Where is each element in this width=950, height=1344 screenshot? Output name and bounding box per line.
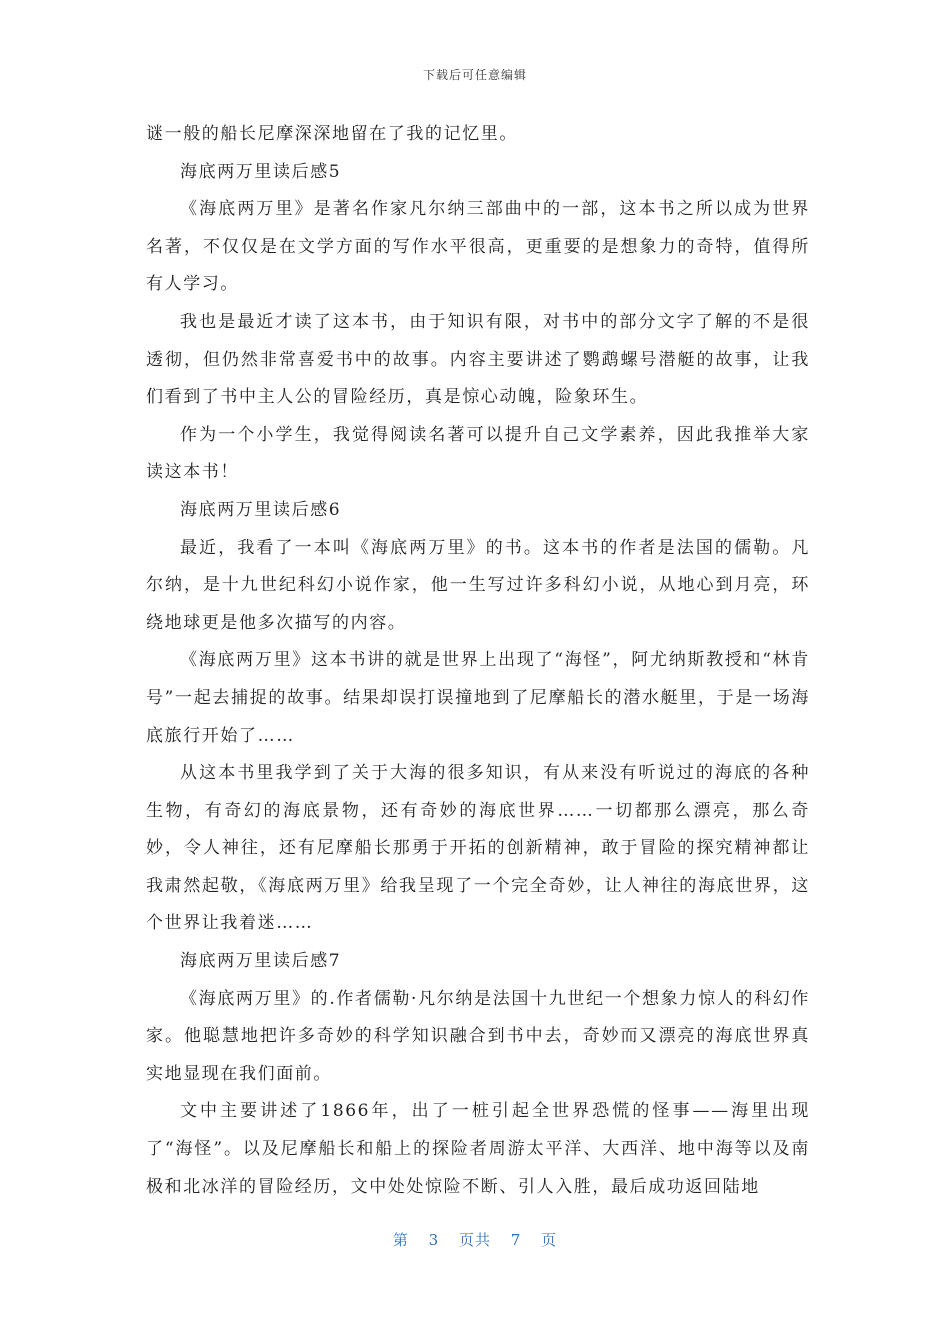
- paragraph: 我也是最近才读了这本书，由于知识有限，对书中的部分文字了解的不是很透彻，但仍然非常喜爱书中的故事。内容主要讲述了鹦鹉螺号潜艇的故事，让我们看到了书中主人公的冒险经历，真是惊心动魄，险象环生。: [146, 311, 810, 408]
- footer-label-end: 页: [541, 1231, 558, 1249]
- page-header: 下载后可任意编辑: [422, 68, 527, 82]
- page-footer: [0, 1229, 950, 1250]
- paragraph: 从这本书里我学到了关于大海的很多知识，有从来没有听说过的海底的各种生物，有奇幻的海底景物，还有奇妙的海底世界……一切都那么漂亮，那么奇妙，令人神往，还有尼摩船长那勇于开拓的创新精神，敢于冒险的探究精神都让我肃然起敬，《海底两万里》给我呈现了一个完全奇妙，让人神往的海底世界，这个世界让我着迷……: [146, 763, 810, 934]
- paragraph-continuation: 谜一般的船长尼摩深深地留在了我的记忆里。: [146, 124, 518, 144]
- paragraph: 《海底两万里》是著名作家凡尔纳三部曲中的一部，这本书之所以成为世界名著，不仅仅是在文学方面的写作水平很高，更重要的是想象力的奇特，值得所有人学习。: [146, 199, 810, 295]
- section-heading-5: 海底两万里读后感5: [180, 161, 342, 182]
- section-heading-7: 海底两万里读后感7: [180, 951, 342, 972]
- paragraph: 《海底两万里》的.作者儒勒·凡尔纳是法国十九世纪一个想象力惊人的科幻作家。他聪慧地把许多奇妙的科学知识融合到书中去，奇妙而又漂亮的海底世界真实地显现在我们面前。: [146, 988, 810, 1084]
- footer-current-page: 3: [428, 1231, 440, 1249]
- paragraph: 作为一个小学生，我觉得阅读名著可以提升自己文学素养，因此我推举大家读这本书！: [146, 424, 810, 483]
- section-heading-6: 海底两万里读后感6: [180, 499, 342, 520]
- footer-total-pages: 7: [510, 1231, 522, 1249]
- paragraph: 《海底两万里》这本书讲的就是世界上出现了“海怪”，阿尤纳斯教授和“林肯号”一起去捕捉的故事。结果却误打误撞地到了尼摩船长的潜水艇里，于是一场海底旅行开始了……: [146, 650, 810, 746]
- paragraph: 文中主要讲述了1866年，出了一桩引起全世界恐慌的怪事——海里出现了“海怪”。以及尼摩船长和船上的探险者周游太平洋、大西洋、地中海等以及南极和北冰洋的冒险经历，文中处处惊险不断、引人入胜，最后成功返回陆地: [146, 1101, 810, 1197]
- footer-label-page: 第: [392, 1231, 409, 1249]
- footer-label-total: 页共: [458, 1231, 491, 1249]
- paragraph: 最近，我看了一本叫《海底两万里》的书。这本书的作者是法国的儒勒。凡尔纳，是十九世纪科幻小说作家，他一生写过许多科幻小说，从地心到月亮，环绕地球更是他多次描写的内容。: [146, 537, 810, 633]
- document-body: [146, 116, 810, 1206]
